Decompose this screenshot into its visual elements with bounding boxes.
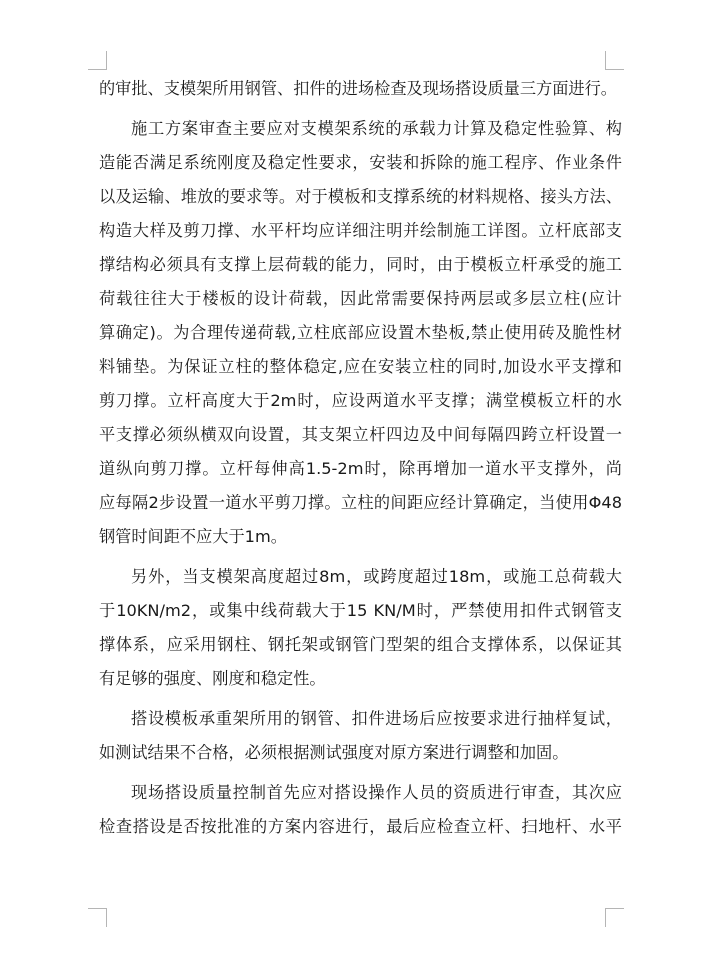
crop-mark-top-right: [605, 51, 624, 70]
text-line: 构造大样及剪刀撑、水平杆均应详细注明并绘制施工详图。立杆底部支: [99, 221, 622, 240]
text-line: 剪刀撑。立杆高度大于2m时，应设两道水平支撑；满堂模板立杆的水: [99, 391, 622, 410]
text-line: 另外，当支模架高度超过8m，或跨度超过18m，或施工总荷载大: [131, 567, 622, 586]
text-line: 检查搭设是否按批准的方案内容进行，最后应检查立杆、扫地杆、水平: [99, 817, 622, 836]
text-line: 道纵向剪刀撑。立杆每伸高1.5-2m时，除再增加一道水平支撑外，尚: [99, 459, 622, 478]
text-line: 料铺垫。为保证立柱的整体稳定,应在安装立柱的同时,加设水平支撑和: [99, 357, 622, 376]
text-line: 有足够的强度、刚度和稳定性。: [99, 669, 326, 688]
text-line: 以及运输、堆放的要求等。对于模板和支撑系统的材料规格、接头方法、: [99, 187, 622, 206]
text-line: 撑结构必须具有支撑上层荷载的能力，同时，由于模板立杆承受的施工: [99, 255, 622, 274]
text-line: 于10KN/m2，或集中线荷载大于15 KN/M时，严禁使用扣件式钢管支: [99, 601, 622, 620]
crop-mark-top-left: [88, 51, 107, 70]
paragraph-5: [99, 776, 622, 844]
text-line: 应每隔2步设置一道水平剪刀撑。立柱的间距应经计算确定，当使用Φ48: [99, 493, 622, 512]
text-line: 现场搭设质量控制首先应对搭设操作人员的资质进行审查，其次应: [131, 783, 622, 802]
text-line: 荷载往往大于楼板的设计荷载，因此常需要保持两层或多层立柱(应计: [99, 289, 622, 308]
text-line: 的审批、支模架所用钢管、扣件的进场检查及现场搭设质量三方面进行。: [99, 79, 617, 98]
paragraph-2: [99, 112, 622, 554]
text-line: 施工方案审查主要应对支模架系统的承载力计算及稳定性验算、构: [131, 119, 622, 138]
text-line: 搭设模板承重架所用的钢管、扣件进场后应按要求进行抽样复试，: [131, 709, 622, 728]
text-line: 造能否满足系统刚度及稳定性要求，安装和拆除的施工程序、作业条件: [99, 153, 622, 172]
text-line: 如测试结果不合格，必须根据测试强度对原方案进行调整和加固。: [99, 743, 569, 762]
text-line: 算确定)。为合理传递荷载,立柱底部应设置木垫板,禁止使用砖及脆性材: [99, 323, 622, 342]
paragraph-1: [99, 72, 622, 106]
body-text: [99, 72, 622, 844]
paragraph-4: [99, 702, 622, 770]
text-line: 撑体系，应采用钢柱、钢托架或钢管门型架的组合支撑体系，以保证其: [99, 635, 622, 654]
text-line: 平支撑必须纵横双向设置，其支架立杆四边及中间每隔四跨立杆设置一: [99, 425, 622, 444]
paragraph-3: [99, 560, 622, 696]
text-line: 钢管时间距不应大于1m。: [99, 527, 287, 546]
crop-mark-bottom-left: [88, 908, 107, 927]
crop-mark-bottom-right: [605, 908, 624, 927]
